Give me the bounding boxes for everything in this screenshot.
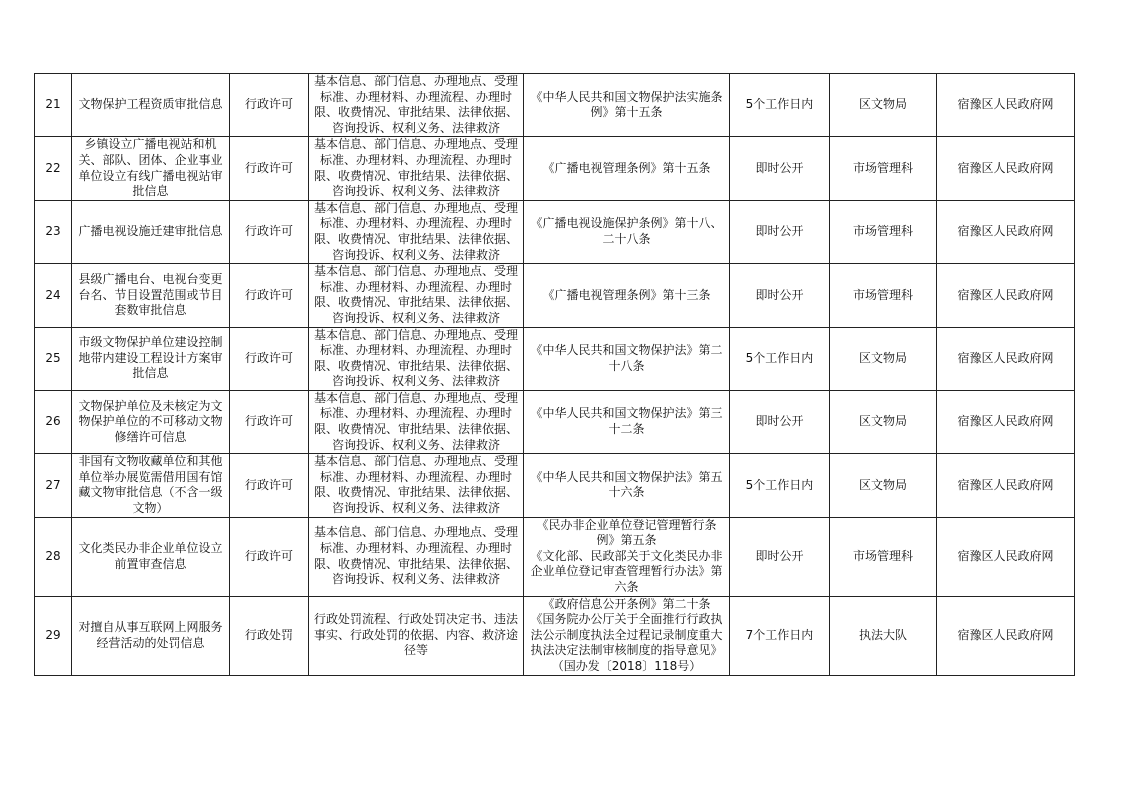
disclosure-time: 即时公开: [730, 390, 830, 453]
disclosure-channel: 宿豫区人民政府网: [937, 264, 1075, 327]
item-name: 文化类民办非企业单位设立前置审查信息: [72, 517, 230, 596]
item-category: 行政许可: [230, 327, 309, 390]
disclosure-channel: 宿豫区人民政府网: [937, 596, 1075, 675]
legal-basis-line: 《中华人民共和国文物保护法》第三十二条: [530, 406, 723, 437]
legal-basis: [524, 200, 730, 263]
item-category: 行政许可: [230, 264, 309, 327]
table-row: [35, 454, 1075, 517]
item-name: 市级文物保护单位建设控制地带内建设工程设计方案审批信息: [72, 327, 230, 390]
item-category: 行政许可: [230, 517, 309, 596]
item-category: 行政许可: [230, 137, 309, 200]
disclosure-channel: 宿豫区人民政府网: [937, 517, 1075, 596]
responsible-dept: 区文物局: [830, 74, 937, 137]
legal-basis: [524, 454, 730, 517]
legal-basis-line: 《文化部、民政部关于文化类民办非企业单位登记审查管理暂行办法》第六条: [530, 548, 723, 594]
disclosure-content: 行政处罚流程、行政处罚决定书、违法事实、行政处罚的依据、内容、救济途径等: [309, 596, 524, 675]
responsible-dept: 市场管理科: [830, 264, 937, 327]
row-number: 27: [35, 454, 72, 517]
disclosure-time: 5个工作日内: [730, 454, 830, 517]
item-name: 县级广播电台、电视台变更台名、节目设置范围或节目套数审批信息: [72, 264, 230, 327]
table-row: [35, 74, 1075, 137]
disclosure-channel: 宿豫区人民政府网: [937, 327, 1075, 390]
legal-basis-line: 《中华人民共和国文物保护法》第五十六条: [530, 469, 723, 500]
legal-basis-line: 《广播电视管理条例》第十三条: [542, 287, 711, 302]
row-number: 21: [35, 74, 72, 137]
disclosure-channel: 宿豫区人民政府网: [937, 200, 1075, 263]
disclosure-content: 基本信息、部门信息、办理地点、受理标准、办理材料、办理流程、办理时限、收费情况、审批结果、法律依据、咨询投诉、权利义务、法律救济: [309, 454, 524, 517]
legal-basis: [524, 327, 730, 390]
table-row: [35, 390, 1075, 453]
disclosure-content: 基本信息、部门信息、办理地点、受理标准、办理材料、办理流程、办理时限、收费情况、审批结果、法律依据、咨询投诉、权利义务、法律救济: [309, 390, 524, 453]
row-number: 29: [35, 596, 72, 675]
item-category: 行政许可: [230, 200, 309, 263]
item-name: 乡镇设立广播电视站和机关、部队、团体、企业事业单位设立有线广播电视站审批信息: [72, 137, 230, 200]
disclosure-content: 基本信息、部门信息、办理地点、受理标准、办理材料、办理流程、办理时限、收费情况、审批结果、法律依据、咨询投诉、权利义务、法律救济: [309, 200, 524, 263]
table-row: [35, 137, 1075, 200]
item-name: 非国有文物收藏单位和其他单位举办展览需借用国有馆藏文物审批信息（不含一级文物）: [72, 454, 230, 517]
disclosure-time: 即时公开: [730, 264, 830, 327]
responsible-dept: 执法大队: [830, 596, 937, 675]
item-name: 文物保护单位及未核定为文物保护单位的不可移动文物修缮许可信息: [72, 390, 230, 453]
disclosure-time: 5个工作日内: [730, 327, 830, 390]
table-row: [35, 517, 1075, 596]
row-number: 22: [35, 137, 72, 200]
responsible-dept: 区文物局: [830, 327, 937, 390]
legal-basis: [524, 517, 730, 596]
disclosure-content: 基本信息、部门信息、办理地点、受理标准、办理材料、办理流程、办理时限、收费情况、审批结果、法律依据、咨询投诉、权利义务、法律救济: [309, 517, 524, 596]
table-row: [35, 327, 1075, 390]
item-category: 行政许可: [230, 390, 309, 453]
disclosure-time: 即时公开: [730, 200, 830, 263]
legal-basis-line: 《政府信息公开条例》第二十条: [542, 596, 711, 611]
row-number: 23: [35, 200, 72, 263]
legal-basis-line: 《民办非企业单位登记管理暂行条例》第五条: [536, 517, 717, 548]
disclosure-content: 基本信息、部门信息、办理地点、受理标准、办理材料、办理流程、办理时限、收费情况、审批结果、法律依据、咨询投诉、权利义务、法律救济: [309, 137, 524, 200]
item-category: 行政处罚: [230, 596, 309, 675]
disclosure-time: 即时公开: [730, 137, 830, 200]
disclosure-time: 7个工作日内: [730, 596, 830, 675]
legal-basis-line: 《中华人民共和国文物保护法》第二十八条: [530, 343, 723, 373]
info-disclosure-table: [34, 73, 1075, 676]
row-number: 26: [35, 390, 72, 453]
legal-basis: [524, 596, 730, 675]
row-number: 28: [35, 517, 72, 596]
item-category: 行政许可: [230, 74, 309, 137]
responsible-dept: 区文物局: [830, 390, 937, 453]
disclosure-content: 基本信息、部门信息、办理地点、受理标准、办理材料、办理流程、办理时限、收费情况、审批结果、法律依据、咨询投诉、权利义务、法律救济: [309, 74, 524, 137]
table-body: [35, 74, 1075, 676]
disclosure-channel: 宿豫区人民政府网: [937, 74, 1075, 137]
legal-basis: [524, 137, 730, 200]
legal-basis-line: 《广播电视管理条例》第十五条: [542, 160, 711, 175]
row-number: 24: [35, 264, 72, 327]
item-category: 行政许可: [230, 454, 309, 517]
item-name: 文物保护工程资质审批信息: [72, 74, 230, 137]
disclosure-time: 即时公开: [730, 517, 830, 596]
legal-basis-line: 《中华人民共和国文物保护法实施条例》第十五条: [530, 89, 723, 120]
legal-basis-line: 《国务院办公厅关于全面推行行政执法公示制度执法全过程记录制度重大执法决定法制审核制度的指导意见》（国办发〔2018〕118号）: [530, 612, 723, 673]
table-row: [35, 200, 1075, 263]
disclosure-time: 5个工作日内: [730, 74, 830, 137]
disclosure-channel: 宿豫区人民政府网: [937, 137, 1075, 200]
responsible-dept: 区文物局: [830, 454, 937, 517]
table-row: [35, 264, 1075, 327]
legal-basis: [524, 390, 730, 453]
responsible-dept: 市场管理科: [830, 137, 937, 200]
legal-basis-line: 《广播电视设施保护条例》第十八、二十八条: [530, 216, 723, 246]
disclosure-content: 基本信息、部门信息、办理地点、受理标准、办理材料、办理流程、办理时限、收费情况、审批结果、法律依据、咨询投诉、权利义务、法律救济: [309, 264, 524, 327]
disclosure-content: 基本信息、部门信息、办理地点、受理标准、办理材料、办理流程、办理时限、收费情况、审批结果、法律依据、咨询投诉、权利义务、法律救济: [309, 327, 524, 390]
legal-basis: [524, 264, 730, 327]
row-number: 25: [35, 327, 72, 390]
legal-basis: [524, 74, 730, 137]
item-name: 广播电视设施迁建审批信息: [72, 200, 230, 263]
table-row: [35, 596, 1075, 675]
disclosure-channel: 宿豫区人民政府网: [937, 454, 1075, 517]
disclosure-channel: 宿豫区人民政府网: [937, 390, 1075, 453]
responsible-dept: 市场管理科: [830, 517, 937, 596]
item-name: 对擅自从事互联网上网服务经营活动的处罚信息: [72, 596, 230, 675]
responsible-dept: 市场管理科: [830, 200, 937, 263]
